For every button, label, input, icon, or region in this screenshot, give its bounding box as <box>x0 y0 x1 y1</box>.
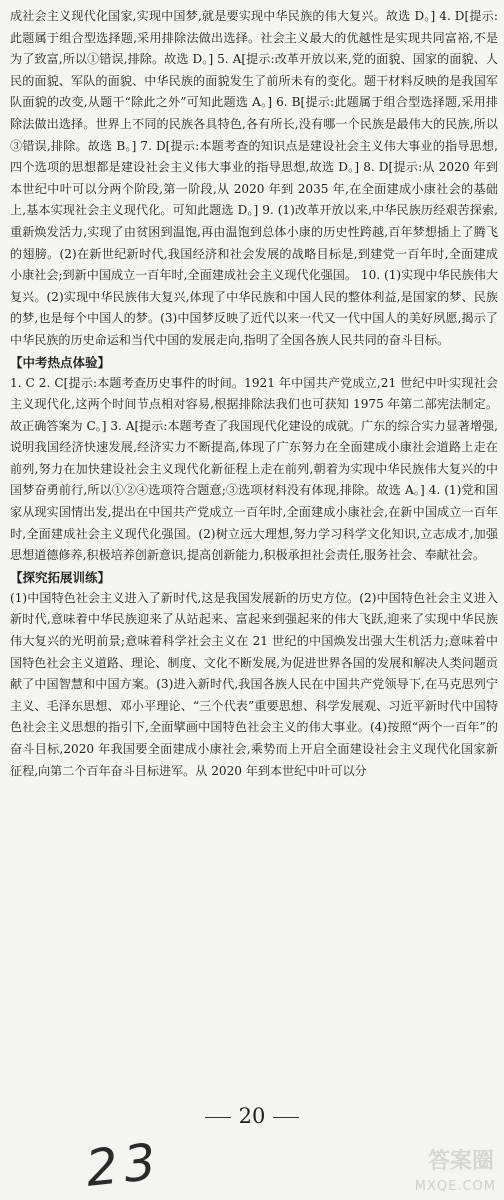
watermark-logo <box>408 1140 498 1194</box>
document-page <box>10 6 498 782</box>
page-number-text: 20 <box>238 1104 266 1128</box>
page-number-right-dash <box>273 1117 299 1118</box>
answer-paragraph-extension-training: (1)中国特色社会主义进入了新时代,这是我国发展新的历史方位。(2)中国特色社会主义进入新时代,意味着中华民族迎来了从站起来、富起来到强起来的伟大飞跃,迎来了实现中华民族伟大复兴的光明前景;意味着科学社会主义在 21 世纪的中国焕发出强大生机活力;意味着中国特色社会主义道路、理论、制度、文化不断发展,为促进世界各国的发展和解决人类问题贡献了中国智慧和中国方案。(3)进入新时代,我国各族人民在中国共产党领导下,在马克思列宁主义、毛泽东思想、邓小平理论、“三个代表”重要思想、科学发展观、习近平新时代中国特色社会主义思想的指引下,全面擘画中国特色社会主义的伟大事业。(4)按照“两个一百年”的奋斗目标,2020 年我国要全面建成小康社会,乘势而上开启全面建设社会主义现代化国家新征程,向第二个百年奋斗目标进军。从 2020 年到本世纪中叶可以分 <box>10 590 498 778</box>
watermark-bottom-text: MXQE.COM <box>414 1179 496 1194</box>
handwritten-note: 23 <box>83 1132 165 1198</box>
section-title-exam-hotspot: 【中考热点体验】 <box>10 354 111 370</box>
page-number-left-dash <box>205 1117 231 1118</box>
watermark-top-text: 答案圈 <box>427 1149 494 1174</box>
answer-paragraph-intro: 成社会主义现代化国家,实现中国梦,就是要实现中华民族的伟大复兴。故选 D。] 4. D[提示:此题属于组合型选择题,采用排除法做出选择。社会主义最大的优越性是实现共同富裕,不是为了致富,所以①错误,排除。故选 D。] 5. A[提示:改革开放以来,党的面貌、国家的面貌、人民的面貌、军队的面貌、中华民族的面貌发生了前所未有的变化。题干材料反映的是我国军队面貌的改变,从题干“除此之外”可知此题选 A。] 6. B[提示:此题属于组合型选择题,采用排除法做出选择。世界上不同的民族各具特色,各有所长,没有哪一个民族是最伟大的民族,所以③错误,排除。故选 B。] 7. D[提示:本题考查的知识点是建设社会主义伟大事业的指导思想,四个选项的思想都是建设社会主义伟大事业的指导思想,故选 D。] 8. D[提示:从 2020 年到本世纪中叶可以分两个阶段,第一阶段,从 2020 年到 2035 年,在全面建成小康社会的基础上,基本实现社会主义现代化。可知此题选 D。] 9. (1)改革开放以来,中华民族历经艰苦探索,重新焕发活力,实现了由贫困到温饱,再由温饱到总体小康的历史性跨越,百年梦想插上了腾飞的翅膀。(2)在新世纪新时代,我国经济和社会发展的战略目标是,到建党一百年时,全面建成小康社会;到新中国成立一百年时,全面建成社会主义现代化强国。 10. (1)实现中华民族伟大复兴。(2)实现中华民族伟大复兴,体现了中华民族和中国人民的整体利益,是国家的梦、民族的梦,也是每个中国人的梦。(3)中国梦反映了近代以来一代又一代中国人的美好夙愿,揭示了中华民族的历史命运和当代中国的发展走向,指明了全国各族人民共同的奋斗目标。 <box>10 9 498 347</box>
answer-paragraph-exam-hotspot: 1. C 2. C[提示:本题考查历史事件的时间。1921 年中国共产党成立,21 世纪中叶实现社会主义现代化,这两个时间节点相对容易,根据排除法我们也可获知 1975 年第二部宪法制定。故正确答案为 C。] 3. A[提示:本题考查了我国现代化建设的成就。广东的综合实力显著增强,说明我国经济快速发展,经济实力不断提高,体现了广东努力在全面建成小康社会道路上走在前列,努力在加快建设社会主义现代化新征程上走在前列,朝着为实现中华民族伟大复兴的中国梦奋勇前行,所以①②④选项符合题意;③选项材料没有体现,排除。故选 A。] 4. (1)党和国家从现实国情出发,提出在中国共产党成立一百年时,全面建成小康社会,在新中国成立一百年时,全面建成社会主义现代化强国。(2)树立远大理想,努力学习科学文化知识,立志成才,加强思想道德修养,积极培养创新意识,提高创新能力,积极承担社会责任,服务社会、奉献社会。 <box>10 375 498 563</box>
section-title-extension-training: 【探究拓展训练】 <box>10 569 111 585</box>
page-number <box>0 1104 504 1128</box>
